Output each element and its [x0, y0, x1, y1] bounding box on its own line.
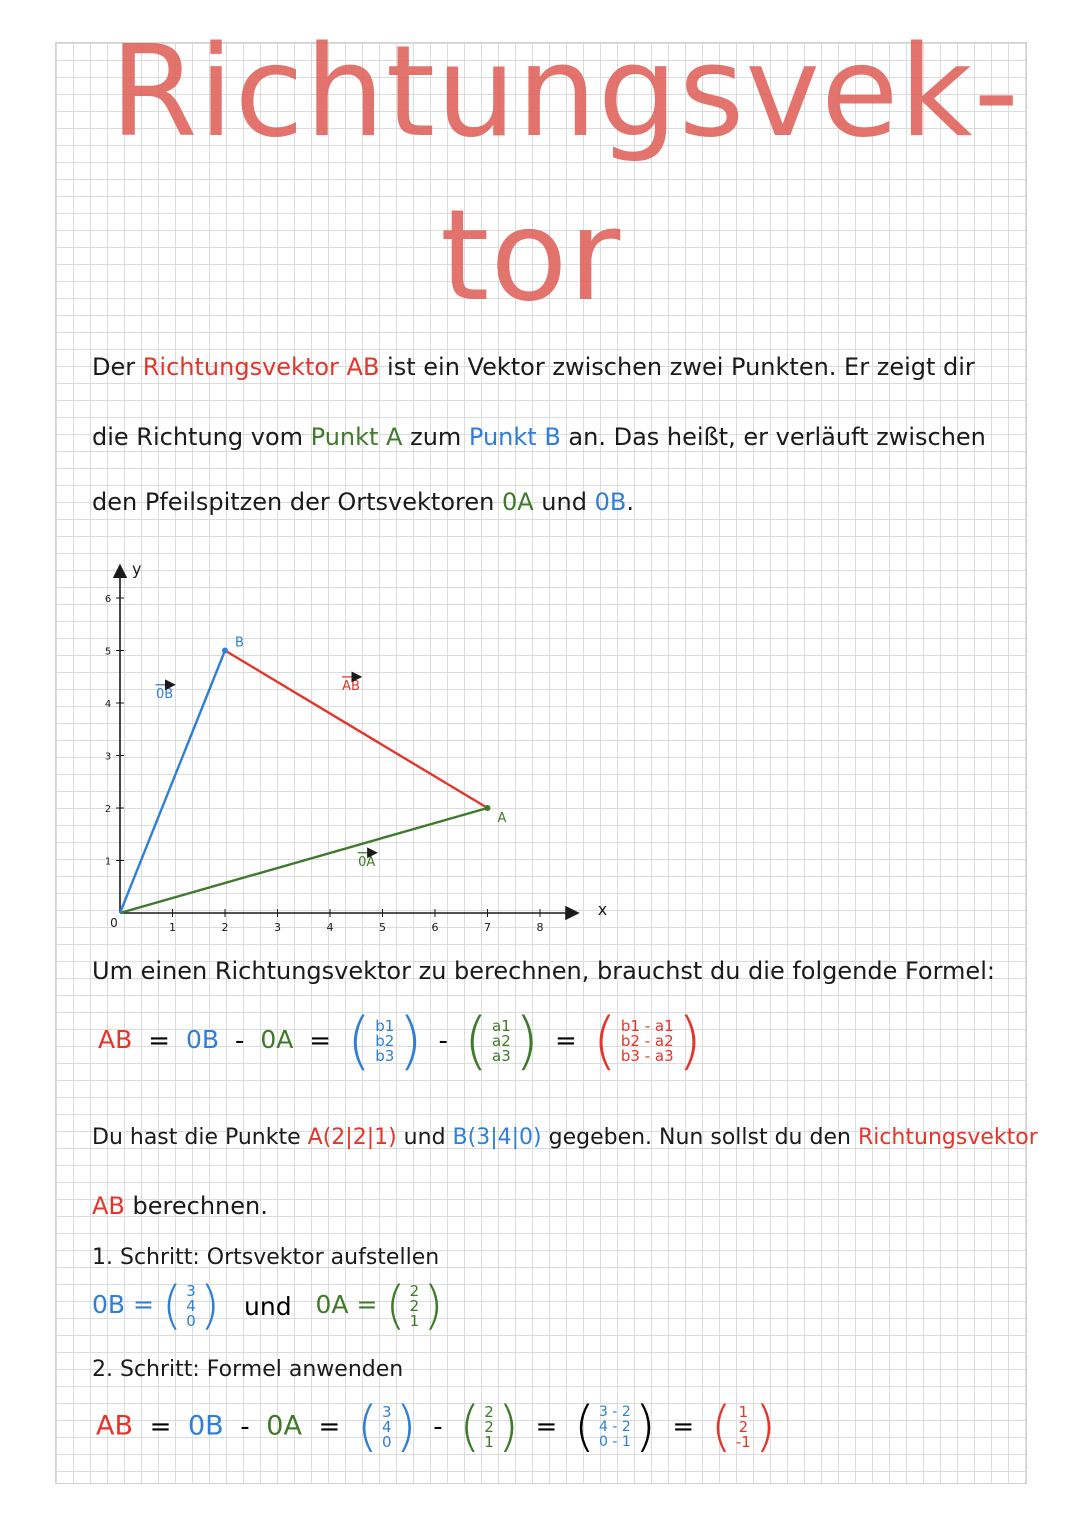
formula-equals: = [148, 1026, 171, 1056]
step2-oa-vector: ( 2 2 1 ) [459, 1395, 519, 1458]
step2-calculation: AB = 0B - 0A = ( 3 4 0 ) - ( 2 2 1 ) = ( 3 - 2 4 - 2 0 - 1 ) = ( 1 2 -1 ) [96, 1395, 776, 1458]
vector-0A-label: 0A [358, 854, 376, 870]
task-segment: AB [92, 1192, 125, 1220]
vector-a-components: ( a1 a2 a3 ) [463, 1004, 539, 1077]
step2-heading: 2. Schritt: Formel anwenden [92, 1357, 404, 1382]
y-axis-label: y [132, 559, 142, 579]
intro-segment: zum [402, 423, 469, 451]
y-tick-label: 5 [104, 646, 112, 658]
intro-segment: an. Das heißt, er verläuft zwischen [560, 423, 986, 451]
title-line-1: Richtungsvek- [110, 18, 1020, 165]
y-tick-label: 1 [104, 856, 112, 868]
x-tick-label: 5 [379, 921, 386, 934]
x-tick-label: 1 [169, 921, 176, 934]
y-tick-label: 3 [104, 751, 112, 763]
x-tick-label: 2 [221, 921, 229, 934]
intro-segment: und [533, 488, 595, 516]
step2-ob-vector: ( 3 4 0 ) [356, 1395, 417, 1458]
task-segment: berechnen. [124, 1192, 268, 1220]
x-tick-label: 3 [274, 921, 281, 934]
task-segment: Du hast die Punkte [92, 1125, 308, 1150]
step1-oa-label: 0A = [315, 1290, 378, 1319]
intro-segment: die Richtung vom [92, 423, 311, 451]
step1-heading: 1. Schritt: Ortsvektor aufstellen [92, 1245, 440, 1270]
intro-segment: 0B [594, 488, 627, 516]
formula-intro: Um einen Richtungsvektor zu berechnen, brauchst du die folgende Formel: [92, 957, 995, 985]
task-line-2 [92, 1192, 268, 1220]
formula-ob: 0B [185, 1025, 220, 1054]
step1-ob-vector: ( 3 4 0 ) [161, 1276, 221, 1336]
y-tick-label: 6 [104, 594, 112, 605]
intro-line-2 [92, 423, 986, 451]
formula-equals-2: = [309, 1026, 332, 1056]
vector-b-components: ( b1 b2 b3 ) [347, 1004, 423, 1077]
vector-AB-label: AB [342, 678, 360, 694]
origin-label: 0 [110, 916, 118, 930]
intro-segment: . [626, 488, 634, 516]
point-A-label: A [497, 811, 507, 826]
formula-oa: 0A [260, 1025, 294, 1054]
intro-line-1 [92, 353, 975, 381]
intro-segment: den Pfeilspitzen der Ortsvektoren [92, 488, 502, 516]
task-line-1 [92, 1125, 1038, 1150]
x-tick-label: 8 [536, 921, 544, 934]
formula-minus: - [234, 1026, 245, 1056]
step1-und: und [244, 1291, 292, 1321]
task-segment: A(2|2|1) [307, 1125, 397, 1150]
intro-segment: ist ein Vektor zwischen zwei Punkten. Er zeigt dir [379, 353, 975, 381]
intro-line-3 [92, 488, 634, 516]
task-segment: Richtungsvektor [857, 1125, 1038, 1150]
formula-lhs: AB [98, 1025, 133, 1054]
point-A [485, 805, 491, 811]
intro-segment: Punkt B [468, 423, 561, 451]
y-tick-label: 2 [104, 804, 112, 815]
x-tick-label: 7 [484, 921, 491, 934]
title-line-2: tor [440, 182, 622, 329]
point-B-label: B [235, 635, 244, 651]
intro-segment: Richtungsvektor [142, 353, 339, 381]
x-axis-label: x [597, 900, 608, 919]
task-segment: B(3|4|0) [452, 1125, 542, 1150]
intro-segment: Der [92, 353, 143, 381]
task-segment: und [396, 1125, 453, 1150]
vector-0A-line [120, 808, 488, 913]
step2-result-vector: ( 1 2 -1 ) [710, 1395, 776, 1458]
task-segment: gegeben. Nun sollst du den [541, 1125, 858, 1150]
intro-segment: AB [338, 353, 380, 381]
vector-AB-line [225, 651, 488, 809]
step1-vectors [92, 1276, 444, 1336]
x-tick-label: 6 [431, 921, 439, 934]
vector-result-components: ( b1 - a1 b2 - a2 b3 - a3 ) [592, 1004, 702, 1077]
coordinate-graph [90, 555, 630, 945]
intro-segment: 0A [501, 488, 534, 516]
step1-oa-vector: ( 2 2 1 ) [385, 1276, 444, 1336]
vector-0B-label: 0B [156, 686, 174, 702]
y-tick-label: 4 [104, 699, 112, 710]
intro-segment: Punkt A [310, 423, 403, 451]
point-B [222, 648, 228, 654]
x-tick-label: 4 [326, 921, 334, 934]
step1-ob-label: 0B = [92, 1290, 154, 1319]
general-formula: AB = 0B - 0A = ( b1 b2 b3 ) - ( a1 a2 a3 ) = ( b1 - a1 b2 - a2 b3 - a3 ) [98, 1004, 702, 1077]
step2-difference-vector: ( 3 - 2 4 - 2 0 - 1 ) [573, 1395, 656, 1458]
